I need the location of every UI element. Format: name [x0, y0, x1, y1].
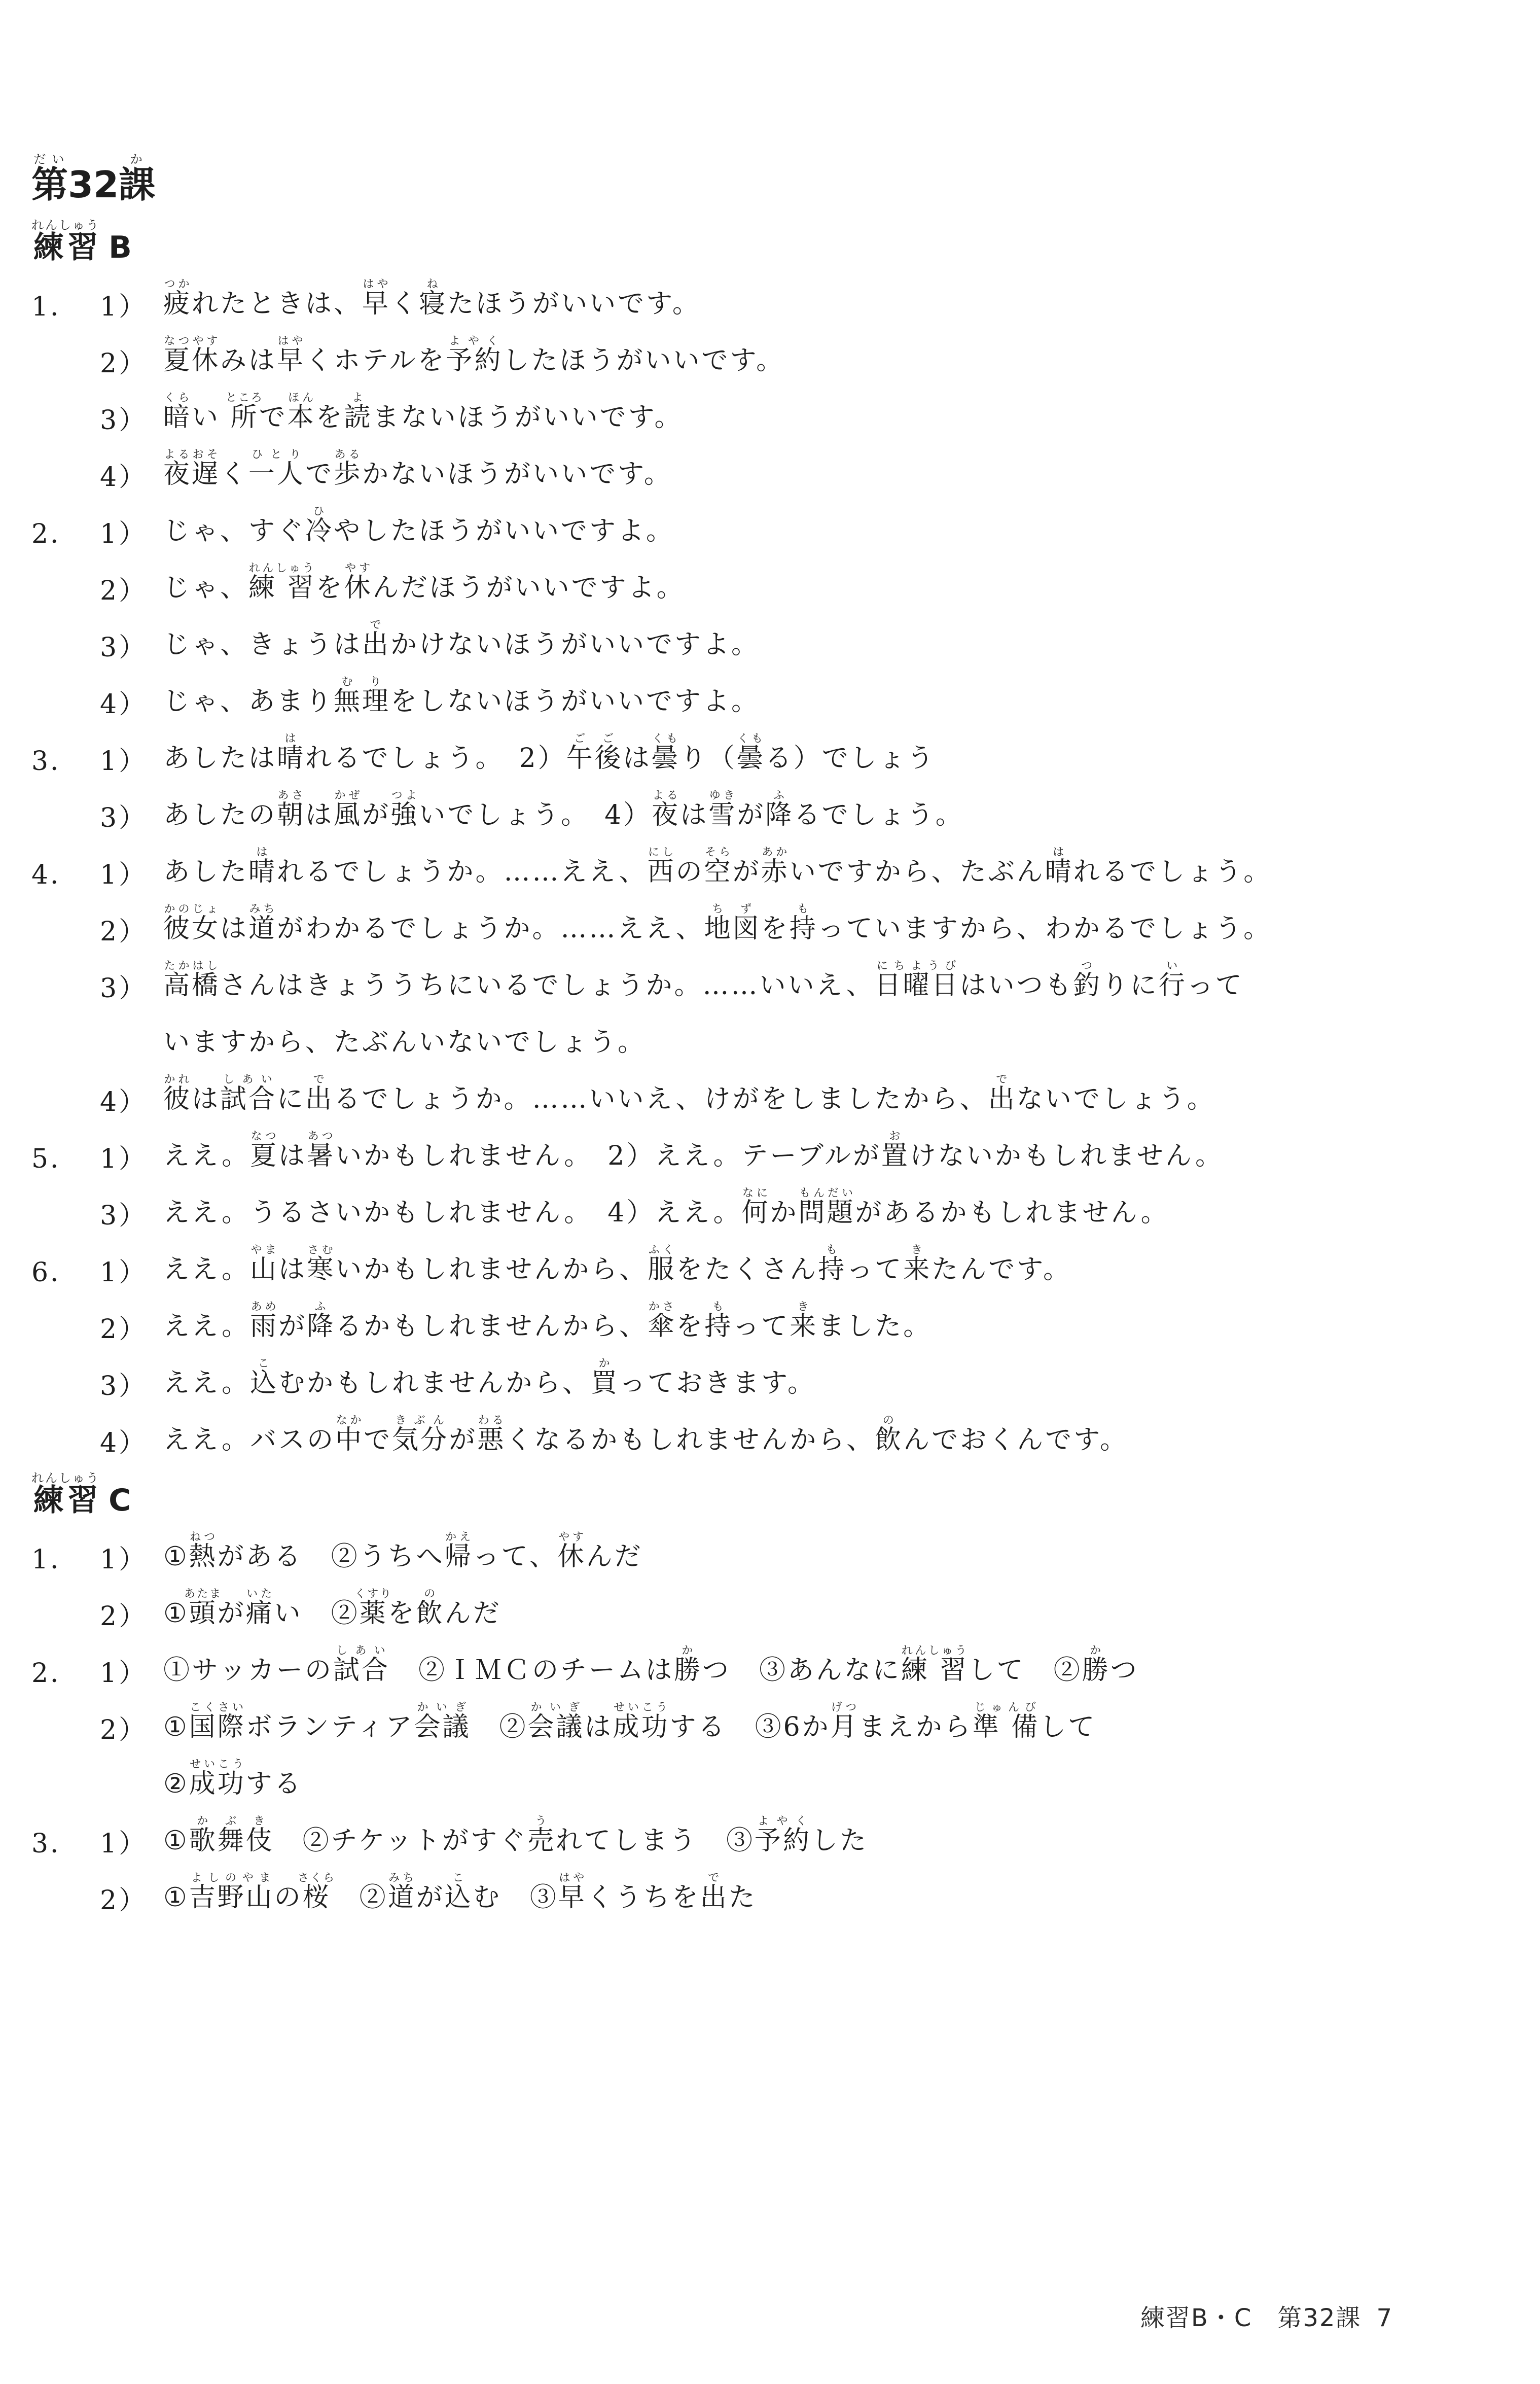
item-number: 2） — [100, 1885, 148, 1916]
footer-label: 練習B・C 第32課 — [1140, 2304, 1362, 2332]
item-number: 1） — [100, 1544, 148, 1575]
page-footer — [1125, 2298, 1393, 2333]
answer-line — [31, 1635, 1401, 1692]
group-number: 2． — [31, 1658, 79, 1689]
answer-text: じゃ、あまり無理むりをしないほうがいいですよ。 — [163, 675, 760, 717]
item-number: 1） — [100, 518, 148, 549]
item-number: 3） — [100, 973, 148, 1004]
item-number: 1） — [100, 1828, 148, 1859]
item-number: 2） — [100, 575, 148, 606]
answer-text: じゃ、きょうは出でかけないほうがいいですよ。 — [163, 618, 760, 660]
answer-line — [31, 1692, 1401, 1749]
section-b-title: 練習れんしゅう B — [31, 218, 132, 265]
item-number: 2） — [100, 916, 148, 947]
item-number: 2） — [100, 1601, 148, 1632]
answer-line — [31, 1235, 1401, 1291]
item-number: 1） — [100, 859, 148, 890]
answer-line — [31, 951, 1401, 1007]
answer-text: 夜遅よるおそく一人ひとりで歩あるかないほうがいいです。 — [163, 448, 672, 489]
section-c-title: 練習れんしゅう C — [31, 1471, 131, 1518]
answer-text: あした晴はれるでしょうか。……ええ、西にしの空そらが赤あかいですから、たぶん晴はれるでしょう。 — [163, 846, 1272, 887]
answer-text: 彼女かのじょは道みちがわかるでしょうか。……ええ、地図ちずを持もっていますから、わかるでしょう。 — [163, 902, 1272, 944]
group-number: 5． — [31, 1143, 79, 1174]
item-number: 2） — [100, 1714, 148, 1745]
item-number: 3） — [100, 802, 148, 833]
item-number: 4） — [100, 462, 148, 493]
item-number: 2） — [100, 348, 148, 379]
answer-line — [31, 837, 1401, 894]
answer-page — [31, 152, 1401, 1919]
answer-text: ①歌舞伎かぶき ②チケットがすぐ売うれてしまう ③予約よやくした — [163, 1814, 869, 1856]
item-number: 1） — [100, 1257, 148, 1288]
answer-line — [31, 1007, 1401, 1064]
answer-line — [31, 1806, 1401, 1863]
answer-line — [31, 723, 1401, 780]
answer-text: 疲つかれたときは、早はやく寝ねたほうがいいです。 — [163, 277, 701, 319]
group-number: 4． — [31, 859, 79, 890]
answer-text: ええ。夏なつは暑あついかもしれません。 2）ええ。テーブルが置おけないかもしれません。 — [163, 1130, 1224, 1171]
section-b-answers — [31, 269, 1401, 1462]
item-number: 4） — [100, 1086, 148, 1117]
answer-text: 彼かれは試合しあいに出でるでしょうか。……いいえ、けがをしましたから、出でないでしょう。 — [163, 1073, 1215, 1114]
item-number: 3） — [100, 405, 148, 436]
item-number: 4） — [100, 1427, 148, 1458]
answer-line — [31, 269, 1401, 326]
group-number: 3． — [31, 1828, 79, 1859]
item-number: 1） — [100, 291, 148, 322]
answer-text: ①頭あたまが痛いたい ②薬くすりを飲のんだ — [163, 1587, 502, 1629]
answer-text: ええ。バスの中なかで気分きぶんが悪わるくなるかもしれませんから、飲のんでおくんです。 — [163, 1414, 1129, 1455]
answer-line — [31, 496, 1401, 553]
item-number: 2） — [100, 1314, 148, 1345]
answer-text: ①国際こくさいボランティア会議かいぎ ②会議かいぎは成功せいこうする ③6か月げつまえから準 備じゅんびして — [163, 1701, 1097, 1742]
answer-line — [31, 1579, 1401, 1635]
answer-text: ええ。うるさいかもしれません。 4）ええ。何なにか問題もんだいがあるかもしれません。 — [163, 1186, 1169, 1228]
answer-text: あしたは晴はれるでしょう。 2）午後ごごは曇くもり（曇くもる）でしょう — [163, 732, 936, 774]
page-number: 7 — [1376, 2304, 1393, 2332]
item-number: 4） — [100, 689, 148, 720]
group-number: 3． — [31, 746, 79, 777]
answer-text: じゃ、練 習れんしゅうを休やすんだほうがいいですよ。 — [163, 562, 685, 603]
answer-text: ①熱ねつがある ②うちへ帰かえって、休やすんだ — [163, 1530, 643, 1572]
group-number: 1． — [31, 291, 79, 322]
answer-line — [31, 1348, 1401, 1405]
answer-line — [31, 1749, 1401, 1806]
answer-text: ええ。山やまは寒さむいかもしれませんから、服ふくをたくさん持もって来きたんです。 — [163, 1243, 1072, 1285]
answer-text: ええ。込こむかもしれませんから、買かっておきます。 — [163, 1357, 816, 1398]
answer-line — [31, 667, 1401, 723]
answer-line — [31, 1121, 1401, 1178]
answer-line — [31, 326, 1401, 382]
answer-text: 夏休なつやすみは早はやくホテルを予約よやくしたほうがいいです。 — [163, 334, 785, 376]
item-number: 3） — [100, 1371, 148, 1401]
answer-line — [31, 1522, 1401, 1579]
item-number: 3） — [100, 632, 148, 663]
group-number: 2． — [31, 518, 79, 549]
answer-line — [31, 1178, 1401, 1235]
answer-line — [31, 553, 1401, 610]
answer-line — [31, 894, 1401, 951]
item-number: 3） — [100, 1200, 148, 1231]
answer-line — [31, 439, 1401, 496]
answer-text: ②成功せいこうする — [163, 1758, 303, 1799]
group-number: 1． — [31, 1544, 79, 1575]
section-c-answers — [31, 1522, 1401, 1919]
answer-text: じゃ、すぐ冷ひやしたほうがいいですよ。 — [163, 505, 675, 546]
lesson-title: 第だい32課か — [31, 152, 156, 206]
item-number: 1） — [100, 746, 148, 777]
answer-line — [31, 780, 1401, 837]
answer-text: ①サッカーの試合しあい ②ＩＭＣのチームは勝かつ ③あんなに練 習れんしゅうして ②勝かつ — [163, 1644, 1139, 1686]
answer-text: いますから、たぶんいないでしょう。 — [163, 1027, 647, 1058]
item-number: 1） — [100, 1658, 148, 1689]
answer-line — [31, 1405, 1401, 1462]
answer-text: 暗くらい 所ところで本ほんを読よまないほうがいいです。 — [163, 391, 683, 433]
answer-line — [31, 610, 1401, 667]
answer-line — [31, 1291, 1401, 1348]
answer-line — [31, 1863, 1401, 1919]
answer-text: 高橋たかはしさんはきょううちにいるでしょうか。……いいえ、日曜日にちようびはいつも釣つりに行いって — [163, 959, 1244, 1001]
answer-line — [31, 1064, 1401, 1121]
answer-text: ええ。雨あめが降ふるかもしれませんから、傘かさを持もって来きました。 — [163, 1300, 932, 1342]
item-number: 1） — [100, 1143, 148, 1174]
answer-line — [31, 382, 1401, 439]
answer-text: あしたの朝あさは風かぜが強つよいでしょう。 4）夜よるは雪ゆきが降ふるでしょう。 — [163, 789, 964, 830]
answer-text: ①吉野山よしのやまの桜さくら ②道みちが込こむ ③早はやくうちを出でた — [163, 1871, 757, 1913]
group-number: 6． — [31, 1257, 79, 1288]
